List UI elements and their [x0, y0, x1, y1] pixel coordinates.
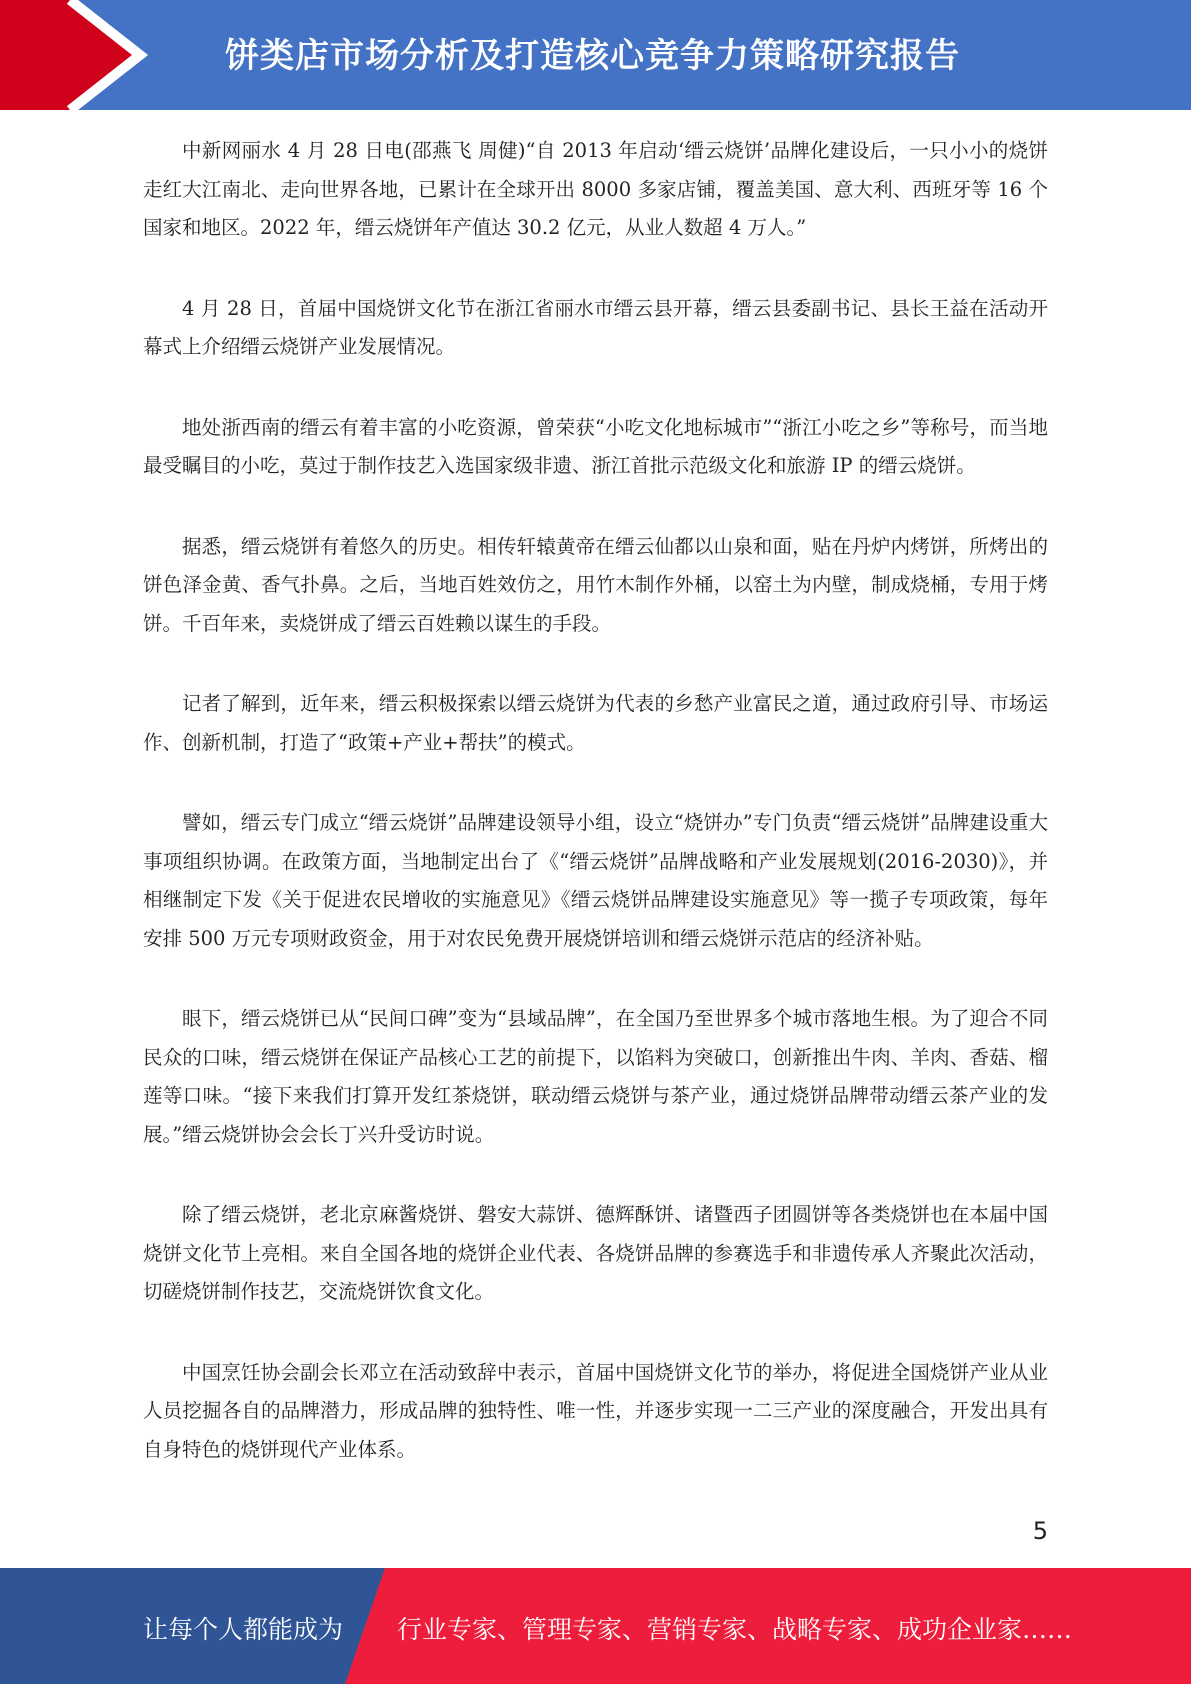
paragraph: 除了缙云烧饼，老北京麻酱烧饼、磐安大蒜饼、德辉酥饼、诸暨西子团圆饼等各类烧饼也在本届中国烧饼文化节上亮相。来自全国各地的烧饼企业代表、各烧饼品牌的参赛选手和非遗传承人齐聚此次活动，切磋烧饼制作技艺，交流烧饼饮食文化。 — [143, 1203, 1048, 1303]
header-arrow-decoration — [0, 0, 160, 110]
paragraph: 地处浙西南的缙云有着丰富的小吃资源，曾荣获“小吃文化地标城市”“浙江小吃之乡”等称号，而当地最受瞩目的小吃，莫过于制作技艺入选国家级非遗、浙江首批示范级文化和旅游 IP 的缙云烧饼。 — [143, 415, 1048, 477]
paragraph: 中新网丽水 4 月 28 日电(邵燕飞 周健)“自 2013 年启动‘缙云烧饼’品牌化建设后，一只小小的烧饼走红大江南北、走向世界各地，已累计在全球开出 8000 多家店铺，覆盖美国、意大利、西班牙等 16 个国家和地区。2022 年，缙云烧饼年产值达 30.2 亿元，从业人数超 4 万人。” — [143, 139, 1048, 239]
report-title: 饼类店市场分析及打造核心竞争力策略研究报告 — [225, 36, 960, 76]
paragraph: 眼下，缙云烧饼已从“民间口碑”变为“县域品牌”，在全国乃至世界多个城市落地生根。为了迎合不同民众的口味，缙云烧饼在保证产品核心工艺的前提下，以馅料为突破口，创新推出牛肉、羊肉、香菇、榴莲等口味。“接下来我们打算开发红茶烧饼，联动缙云烧饼与茶产业，通过烧饼品牌带动缙云茶产业的发展。”缙云烧饼协会会长丁兴升受访时说。 — [143, 1007, 1048, 1146]
paragraph: 中国烹饪协会副会长邓立在活动致辞中表示，首届中国烧饼文化节的举办，将促进全国烧饼产业从业人员挖掘各自的品牌潜力，形成品牌的独特性、唯一性，并逐步实现一二三产业的深度融合，开发出具有自身特色的烧饼现代产业体系。 — [143, 1360, 1048, 1461]
page-number: 5 — [1032, 1517, 1048, 1545]
paragraph: 譬如，缙云专门成立“缙云烧饼”品牌建设领导小组，设立“烧饼办”专门负责“缙云烧饼”品牌建设重大事项组织协调。在政策方面，当地制定出台了《“缙云烧饼”品牌战略和产业发展规划(2016-2030)》，并相继制定下发《关于促进农民增收的实施意见》《缙云烧饼品牌建设实施意见》等一揽子专项政策，每年安排 500 万元专项财政资金，用于对农民免费开展烧饼培训和缙云烧饼示范店的经济补贴。 — [143, 811, 1048, 950]
header-red-arrow — [0, 0, 140, 110]
page-footer — [0, 1568, 1191, 1684]
page-header — [0, 0, 1191, 110]
article-body — [143, 132, 1048, 1511]
paragraph: 4 月 28 日，首届中国烧饼文化节在浙江省丽水市缙云县开幕，缙云县委副书记、县长王益在活动开幕式上介绍缙云烧饼产业发展情况。 — [143, 296, 1048, 358]
footer-slogan-right: 行业专家、管理专家、营销专家、战略专家、成功企业家…… — [397, 1615, 1073, 1644]
paragraph: 记者了解到，近年来，缙云积极探索以缙云烧饼为代表的乡愁产业富民之道，通过政府引导、市场运作、创新机制，打造了“政策+产业+帮扶”的模式。 — [143, 692, 1048, 754]
paragraph: 据悉，缙云烧饼有着悠久的历史。相传轩辕黄帝在缙云仙都以山泉和面，贴在丹炉内烤饼，所烤出的饼色泽金黄、香气扑鼻。之后，当地百姓效仿之，用竹木制作外桶，以窑土为内壁，制成烧桶，专用于烤饼。千百年来，卖烧饼成了缙云百姓赖以谋生的手段。 — [143, 534, 1048, 635]
footer-slogan-left: 让每个人都能成为 — [143, 1615, 344, 1644]
